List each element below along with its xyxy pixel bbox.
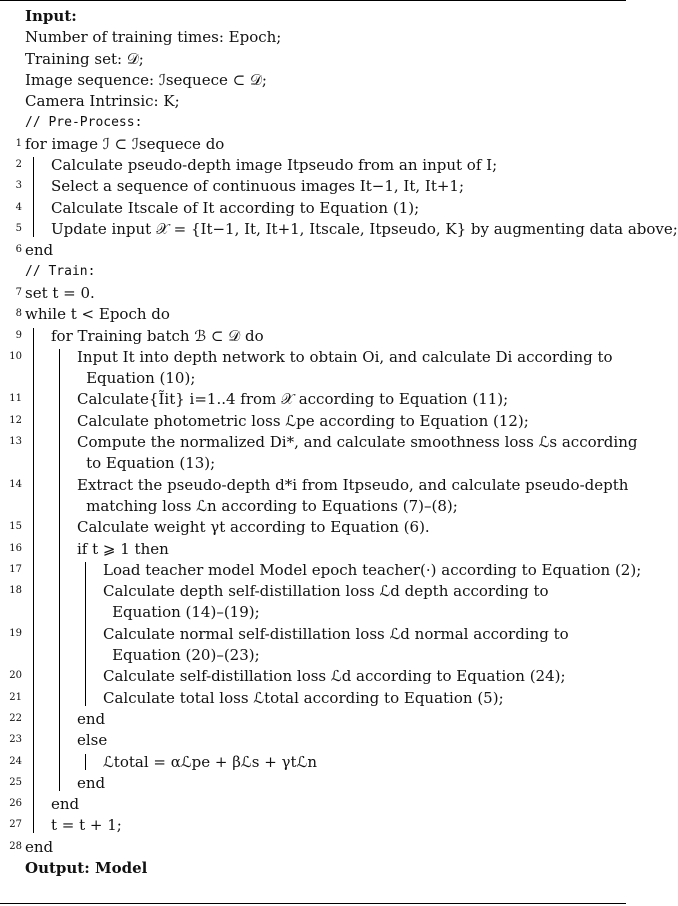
algorithm-line bbox=[25, 6, 622, 26]
algorithm-line bbox=[15, 304, 622, 324]
algorithm-line bbox=[15, 219, 678, 239]
algorithm-line bbox=[9, 389, 622, 409]
line-text: Calculate depth self-distillation loss ℒd depth according to bbox=[103, 582, 549, 600]
algorithm-line bbox=[25, 70, 622, 90]
line-number: 27 bbox=[9, 819, 22, 830]
block-guide bbox=[85, 754, 86, 770]
algorithm-line bbox=[15, 283, 622, 303]
line-text: Image sequence: ℐsequece ⊂ 𝒟; bbox=[25, 71, 267, 89]
line-text: Equation (20)–(23); bbox=[112, 646, 260, 664]
line-number: 15 bbox=[9, 521, 22, 532]
algorithm-line bbox=[25, 49, 622, 69]
line-text: t = t + 1; bbox=[51, 816, 122, 834]
block-guide bbox=[33, 157, 34, 237]
line-number: 16 bbox=[9, 543, 22, 554]
line-text: end bbox=[51, 795, 80, 813]
algorithm-line bbox=[9, 581, 622, 601]
line-number: 11 bbox=[9, 393, 22, 404]
line-text: // Pre-Process: bbox=[25, 115, 143, 130]
line-text: Training set: 𝒟; bbox=[25, 50, 144, 68]
line-text: Calculate Itscale of It according to Equation (1); bbox=[51, 199, 420, 217]
algorithm-line bbox=[9, 517, 622, 537]
algorithm-line bbox=[25, 113, 622, 133]
line-text: Calculate{Ĩit} i=1..4 from 𝒳 according to Equation (11); bbox=[77, 390, 509, 408]
bottom-rule bbox=[0, 903, 626, 904]
line-text: Calculate self-distillation loss ℒd according to Equation (24); bbox=[103, 667, 566, 685]
algorithm-line bbox=[25, 858, 622, 878]
line-text: end bbox=[77, 774, 106, 792]
line-number: 18 bbox=[9, 585, 22, 596]
line-number: 4 bbox=[15, 202, 22, 213]
algorithm-line bbox=[9, 347, 622, 367]
algorithm-line bbox=[15, 240, 622, 260]
line-text: to Equation (13); bbox=[86, 454, 216, 472]
line-number: 7 bbox=[15, 287, 22, 298]
line-number: 19 bbox=[9, 628, 22, 639]
line-number: 2 bbox=[15, 159, 22, 170]
line-number: 3 bbox=[15, 180, 22, 191]
line-text: else bbox=[77, 731, 108, 749]
line-number: 22 bbox=[9, 713, 22, 724]
line-text: Calculate normal self-distillation loss ℒd normal according to bbox=[103, 625, 569, 643]
algorithm-line bbox=[9, 539, 622, 559]
algorithm-line bbox=[15, 155, 622, 175]
algorithm-line bbox=[9, 411, 622, 431]
line-text: matching loss ℒn according to Equations (7)–(8); bbox=[86, 497, 458, 515]
line-number: 14 bbox=[9, 479, 22, 490]
line-number: 1 bbox=[15, 138, 22, 149]
top-rule bbox=[0, 0, 626, 1]
line-text: Load teacher model Model epoch teacher(·) according to Equation (2); bbox=[103, 561, 642, 579]
algorithm-line bbox=[25, 368, 622, 388]
line-text: Input: bbox=[25, 7, 77, 25]
line-number: 26 bbox=[9, 798, 22, 809]
line-text: end bbox=[25, 241, 54, 259]
line-number: 12 bbox=[9, 415, 22, 426]
line-text: Calculate pseudo-depth image Itpseudo from an input of I; bbox=[51, 156, 498, 174]
algorithm-line bbox=[25, 262, 622, 282]
line-text: // Train: bbox=[25, 264, 96, 279]
line-text: Input It into depth network to obtain Oi, and calculate Di according to bbox=[77, 348, 613, 366]
line-number: 13 bbox=[9, 436, 22, 447]
line-text: Select a sequence of continuous images It−1, It, It+1; bbox=[51, 177, 465, 195]
line-text: Extract the pseudo-depth d*i from Itpseudo, and calculate pseudo-depth bbox=[77, 476, 629, 494]
line-number: 5 bbox=[15, 223, 22, 234]
line-text: Compute the normalized Di*, and calculate smoothness loss ℒs according bbox=[77, 433, 638, 451]
algorithm-line bbox=[9, 730, 622, 750]
line-number: 21 bbox=[9, 692, 22, 703]
algorithm-line bbox=[9, 624, 622, 644]
line-number: 28 bbox=[9, 841, 22, 852]
line-text: end bbox=[77, 710, 106, 728]
line-text: Output: Model bbox=[25, 859, 148, 877]
algorithm-line bbox=[25, 91, 622, 111]
algorithm-line bbox=[9, 815, 622, 835]
algorithm-line bbox=[15, 198, 622, 218]
line-text: Calculate total loss ℒtotal according to Equation (5); bbox=[103, 689, 504, 707]
line-text: ℒtotal = αℒpe + βℒs + γtℒn bbox=[103, 753, 317, 771]
line-number: 20 bbox=[9, 670, 22, 681]
line-number: 6 bbox=[15, 244, 22, 255]
line-text: Equation (10); bbox=[86, 369, 196, 387]
algorithm-line bbox=[9, 475, 629, 495]
line-text: end bbox=[25, 838, 54, 856]
algorithm-line bbox=[15, 176, 622, 196]
block-guide bbox=[59, 349, 60, 791]
algorithm-line bbox=[9, 837, 622, 857]
line-number: 23 bbox=[9, 734, 22, 745]
line-text: for image ℐ ⊂ ℐsequece do bbox=[25, 135, 225, 153]
line-text: Camera Intrinsic: K; bbox=[25, 92, 180, 110]
line-number: 10 bbox=[9, 351, 22, 362]
algorithm-line bbox=[9, 773, 622, 793]
line-text: for Training batch ℬ ⊂ 𝒟 do bbox=[51, 327, 264, 345]
algorithm-line bbox=[25, 496, 622, 516]
algorithm-line bbox=[9, 709, 622, 729]
line-number: 25 bbox=[9, 777, 22, 788]
algorithm-line bbox=[15, 134, 622, 154]
algorithm-line bbox=[9, 794, 622, 814]
line-text: Calculate weight γt according to Equation (6). bbox=[77, 518, 430, 536]
algorithm-line bbox=[9, 432, 638, 452]
algorithm-line bbox=[25, 645, 622, 665]
line-number: 24 bbox=[9, 756, 22, 767]
block-guide bbox=[85, 562, 86, 706]
line-text: while t < Epoch do bbox=[25, 305, 170, 323]
line-text: set t = 0. bbox=[25, 284, 95, 302]
algorithm-line bbox=[9, 688, 622, 708]
algorithm-line bbox=[9, 560, 642, 580]
algorithm-line bbox=[15, 326, 622, 346]
algorithm-line bbox=[25, 453, 622, 473]
line-text: Number of training times: Epoch; bbox=[25, 28, 282, 46]
algorithm-line bbox=[9, 752, 622, 772]
block-guide bbox=[33, 328, 34, 833]
line-number: 17 bbox=[9, 564, 22, 575]
algorithm-line bbox=[9, 666, 622, 686]
line-number: 9 bbox=[15, 330, 22, 341]
algorithm-line bbox=[25, 602, 622, 622]
line-text: Update input 𝒳 = {It−1, It, It+1, Itscale, Itpseudo, K} by augmenting data above; bbox=[51, 220, 678, 238]
line-number: 8 bbox=[15, 308, 22, 319]
line-text: Calculate photometric loss ℒpe according to Equation (12); bbox=[77, 412, 529, 430]
line-text: if t ⩾ 1 then bbox=[77, 540, 169, 558]
line-text: Equation (14)–(19); bbox=[112, 603, 260, 621]
algorithm-line bbox=[25, 27, 622, 47]
